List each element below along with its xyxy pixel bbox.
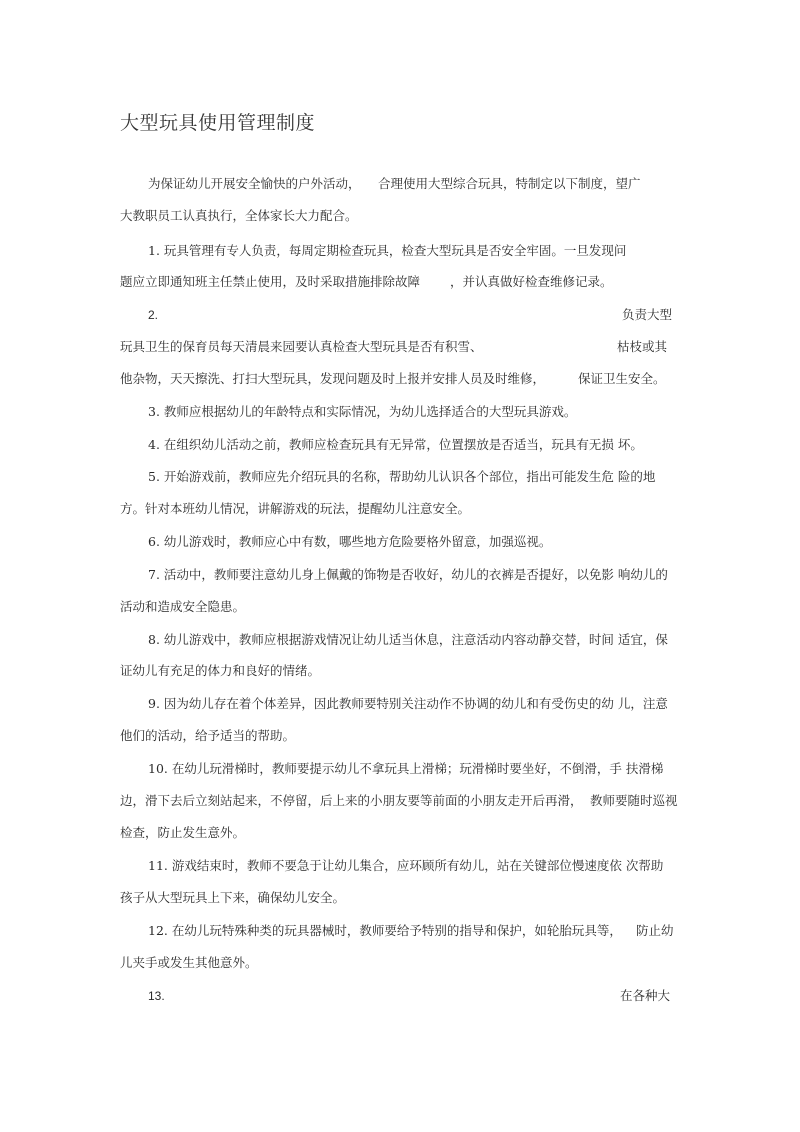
paragraph-line: 8. 幼儿游戏中，教师应根据游戏情况让幼儿适当休息，注意活动内容动静交替，时间 适宜，保 [148, 632, 668, 647]
paragraph-line: 活动和造成安全隐患。 [120, 599, 246, 614]
paragraph-line: 孩子从大型玩具上下来，确保幼儿安全。 [120, 890, 346, 905]
paragraph-line: 他们的活动，给予适当的帮助。 [120, 728, 296, 743]
paragraph-line: 方。针对本班幼儿情况，讲解游戏的玩法，提醒幼儿注意安全。 [120, 501, 471, 516]
paragraph-line: 7. 活动中，教师要注意幼儿身上佩戴的饰物是否收好，幼儿的衣裤是否提好，以免影 响幼儿的 [148, 567, 668, 582]
paragraph-line: 边，滑下去后立刻站起来，不停留，后上来的小朋友要等前面的小朋友走开后再滑， [120, 793, 583, 808]
paragraph-line: 11. 游戏结束时，教师不要急于让幼儿集合，应环顾所有幼儿，站在关键部位慢速度依 次帮助 [148, 858, 664, 873]
paragraph-line: 教师要随时巡视 [590, 793, 678, 808]
paragraph-line: 负责大型 [622, 307, 673, 322]
paragraph-line: 玩具卫生的保育员每天清晨来园要认真检查大型玩具是否有积雪、 [120, 339, 483, 354]
paragraph-line: 为保证幼儿开展安全愉快的户外活动， [148, 176, 361, 191]
paragraph-line: 合理使用大型综合玩具，特制定以下制度，望广 [378, 176, 641, 191]
paragraph-line: 1. 玩具管理有专人负责，每周定期检查玩具，检查大型玩具是否安全牢固。一旦发现问 [148, 243, 627, 258]
paragraph-line: 10. 在幼儿玩滑梯时，教师要提示幼儿不拿玩具上滑梯；玩滑梯时要坐好，不倒滑，手 扶滑梯 [148, 761, 664, 776]
paragraph-line: 4. 在组织幼儿活动之前，教师应检查玩具有无异常，位置摆放是否适当，玩具有无损 坏。 [148, 437, 643, 452]
paragraph-line: 儿夹手或发生其他意外。 [120, 955, 258, 970]
paragraph-line: 12. 在幼儿玩特殊种类的玩具器械时，教师要给予特别的指导和保护，如轮胎玩具等， [148, 923, 622, 938]
paragraph-line: 证幼儿有充足的体力和良好的情绪。 [120, 663, 321, 678]
paragraph-line: 题应立即通知班主任禁止使用，及时采取措施排除故障 [120, 274, 421, 289]
paragraph-line: 他杂物，天天擦洗、打扫大型玩具，发现问题及时上报并安排人员及时维修， [120, 371, 546, 386]
document-title: 大型玩具使用管理制度 [120, 112, 316, 134]
paragraph-line: 9. 因为幼儿存在着个体差异，因此教师要特别关注动作不协调的幼儿和有受伤史的幼 儿，注意 [148, 696, 668, 711]
paragraph-line: 检查，防止发生意外。 [120, 825, 246, 840]
paragraph-line: 3. 教师应根据幼儿的年龄特点和实际情况，为幼儿选择适合的大型玩具游戏。 [148, 404, 577, 419]
paragraph-line: 枯枝或其 [617, 339, 668, 354]
list-item-number: 2. [148, 308, 159, 322]
paragraph-line: 防止幼 [636, 923, 674, 938]
paragraph-line: 在各种大 [620, 988, 671, 1003]
paragraph-line: ，并认真做好检查维修记录。 [450, 274, 613, 289]
paragraph-line: 保证卫生安全。 [578, 371, 666, 386]
paragraph-line: 大教职员工认真执行，全体家长大力配合。 [120, 208, 358, 223]
list-item-number: 13. [148, 989, 165, 1003]
paragraph-line: 6. 幼儿游戏时，教师应心中有数，哪些地方危险要格外留意，加强巡视。 [148, 534, 552, 549]
paragraph-line: 5. 开始游戏前，教师应先介绍玩具的名称，帮助幼儿认识各个部位，指出可能发生危 险的地 [148, 469, 656, 484]
